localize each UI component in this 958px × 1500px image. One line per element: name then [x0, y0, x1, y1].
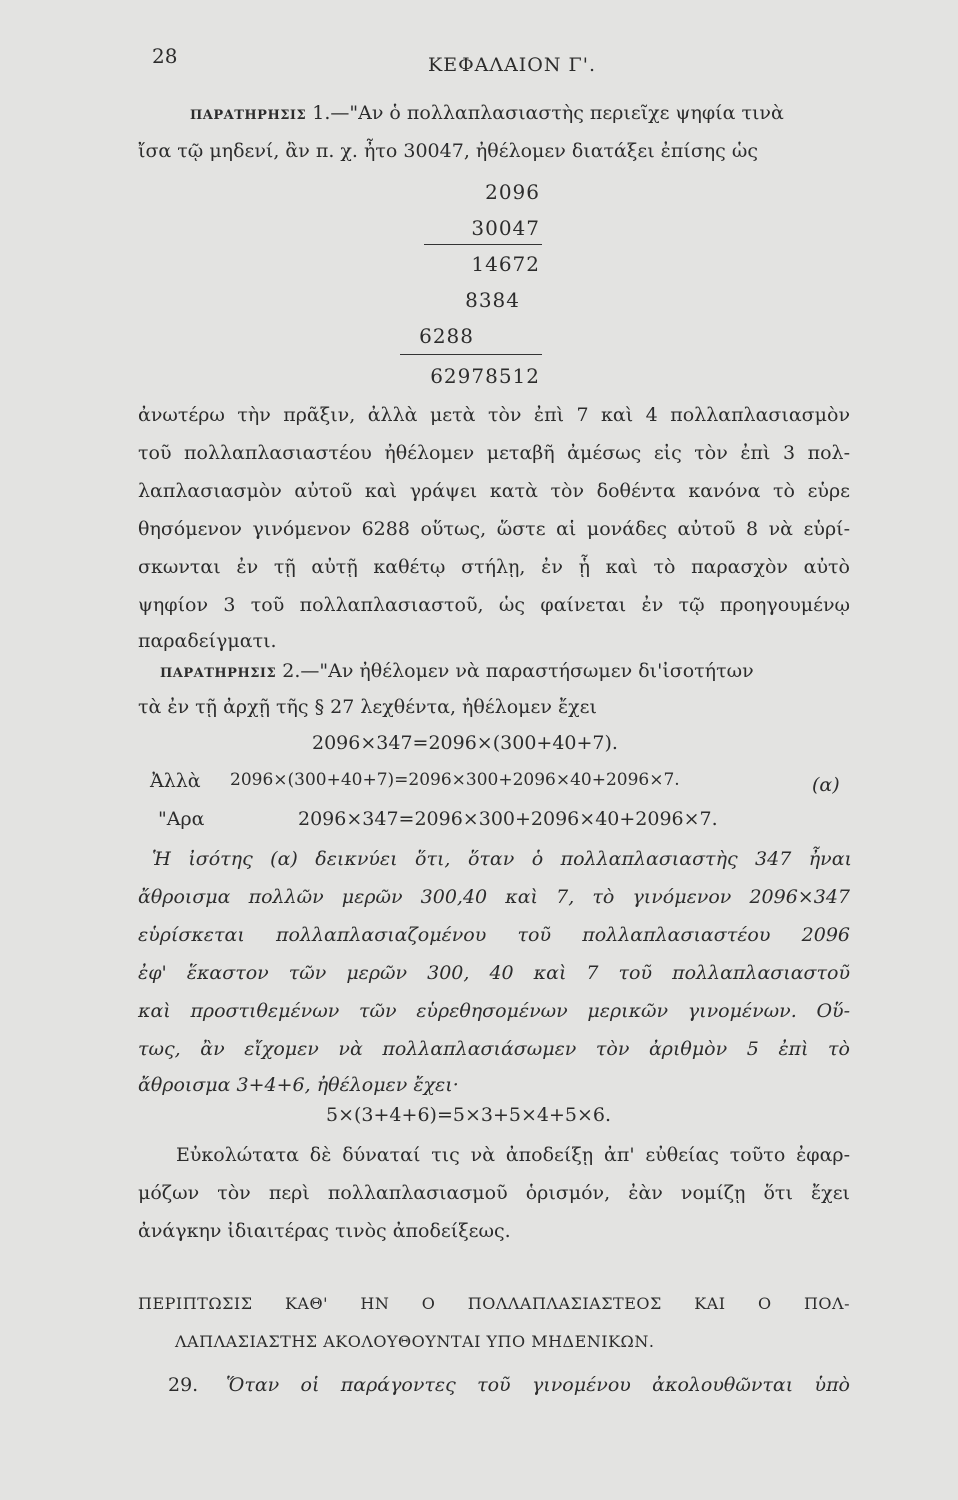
para1-line: θησόμενον γινόμενον 6288 οὕτως, ὥστε αἱ μονάδες αὐτοῦ 8 νὰ εὑρί-: [138, 518, 850, 540]
para1-line: ψηφίον 3 τοῦ πολλαπλασιαστοῦ, ὡς φαίνεται ἐν τῷ προηγουμένῳ: [138, 594, 850, 616]
page-number: 28: [152, 44, 178, 68]
remark1-first-line: [190, 102, 784, 124]
remark2-line2: τὰ ἐν τῇ ἀρχῇ τῆς § 27 λεχθέντα, ἠθέλομεν ἔχει: [138, 696, 597, 718]
equation-4: 5×(3+4+6)=5×3+5×4+5×6.: [326, 1104, 612, 1126]
para2-line: εὑρίσκεται πολλαπλασιαζομένου τοῦ πολλαπλασιαστέου 2096: [138, 924, 850, 946]
para1-line: λαπλασιασμὸν αὐτοῦ καὶ γράψει κατὰ τὸν δοθέντα κανόνα τὸ εὑρε: [138, 480, 850, 502]
rule-under-factors: [424, 244, 542, 245]
para3-line: ἀνάγκην ἰδιαιτέρας τινὸς ἀποδείξεως.: [138, 1220, 511, 1242]
para2-line: καὶ προστιθεμένων τῶν εὑρεθησομένων μερικῶν γινομένων. Οὕ-: [138, 1000, 850, 1022]
para3-line: Εὐκολώτατα δὲ δύναταί τις νὰ ἀποδείξῃ ἀπ' εὐθείας τοῦτο ἐφαρ-: [176, 1144, 850, 1166]
multiplier: 30047: [471, 216, 540, 240]
para1-line: τοῦ πολλαπλασιαστέου ἠθέλομεν μεταβῆ ἀμέσως εἰς τὸν ἐπὶ 3 πολ-: [138, 442, 850, 464]
remark1-label: ΠΑΡΑΤΗΡΗΣΙΣ: [190, 108, 307, 123]
equation-2: 2096×(300+40+7)=2096×300+2096×40+2096×7.: [230, 770, 680, 790]
para1-line: παραδείγματι.: [138, 630, 277, 652]
multiplicand: 2096: [485, 180, 540, 204]
equation-1: 2096×347=2096×(300+40+7).: [312, 732, 618, 754]
partial-product-3: 6288: [419, 324, 474, 348]
remark1-line1-text: 1.—"Αν ὁ πολλαπλασιαστὴς περιεῖχε ψηφία τινὰ: [312, 102, 784, 124]
remark2-line1-text: 2.—"Αν ἠθέλομεν νὰ παραστήσωμεν δι'ἰσοτήτων: [282, 660, 754, 682]
section-heading-line2: ΛΑΠΛΑΣΙΑΣΤΗΣ ΑΚΟΛΟΥΘΟΥΝΤΑΙ ΥΠΟ ΜΗΔΕΝΙΚΩΝ.: [175, 1332, 655, 1351]
running-head: ΚΕΦΑΛΑΙΟΝ Γ'.: [428, 54, 596, 76]
final-product: 62978512: [430, 364, 540, 388]
para2-line: ἄθροισμα 3+4+6, ἠθέλομεν ἔχει·: [138, 1074, 459, 1096]
remark2-first-line: [160, 660, 754, 682]
para4-text: Ὅταν οἱ παράγοντες τοῦ γινομένου ἀκολουθῶνται ὑπὸ: [226, 1374, 850, 1396]
equation-3: 2096×347=2096×300+2096×40+2096×7.: [298, 808, 718, 830]
para4-number: 29.: [168, 1374, 199, 1396]
para1-line: σκωνται ἐν τῇ αὐτῇ καθέτῳ στήλῃ, ἐν ᾗ καὶ τὸ παρασχὸν αὐτὸ: [138, 556, 850, 578]
section-heading-line1: ΠΕΡΙΠΤΩΣΙΣ ΚΑΘ' ΗΝ Ο ΠΟΛΛΑΠΛΑΣΙΑΣΤΕΟΣ ΚΑΙ Ο ΠΟΛ-: [138, 1294, 850, 1313]
remark2-label: ΠΑΡΑΤΗΡΗΣΙΣ: [160, 666, 277, 681]
partial-product-2: 8384: [465, 288, 520, 312]
rule-under-partials: [400, 354, 542, 355]
equation-2-tag: (α): [812, 774, 840, 796]
para2-line: τως, ἂν εἴχομεν νὰ πολλαπλασιάσωμεν τὸν ἀριθμὸν 5 ἐπὶ τὸ: [138, 1038, 850, 1060]
equation-3-lead: "Αρα: [158, 808, 205, 830]
para2-line: ἄθροισμα πολλῶν μερῶν 300,40 καὶ 7, τὸ γινόμενον 2096×347: [138, 886, 850, 908]
para1-line: ἀνωτέρω τὴν πρᾶξιν, ἀλλὰ μετὰ τὸν ἐπὶ 7 καὶ 4 πολλαπλασιασμὸν: [138, 404, 850, 426]
para3-line: μόζων τὸν περὶ πολλαπλασιασμοῦ ὁρισμόν, ἐὰν νομίζῃ ὅτι ἔχει: [138, 1182, 850, 1204]
equation-2-lead: Ἀλλὰ: [150, 770, 201, 792]
para2-line: ἐφ' ἕκαστον τῶν μερῶν 300, 40 καὶ 7 τοῦ πολλαπλασιαστοῦ: [138, 962, 850, 984]
para2-line: Ἡ ἰσότης (α) δεικνύει ὅτι, ὅταν ὁ πολλαπλασιαστὴς 347 ἦναι: [152, 848, 852, 870]
partial-product-1: 14672: [471, 252, 540, 276]
remark1-line2: ἴσα τῷ μηδενί, ἂν π. χ. ἦτο 30047, ἠθέλομεν διατάξει ἐπίσης ὡς: [138, 140, 758, 162]
